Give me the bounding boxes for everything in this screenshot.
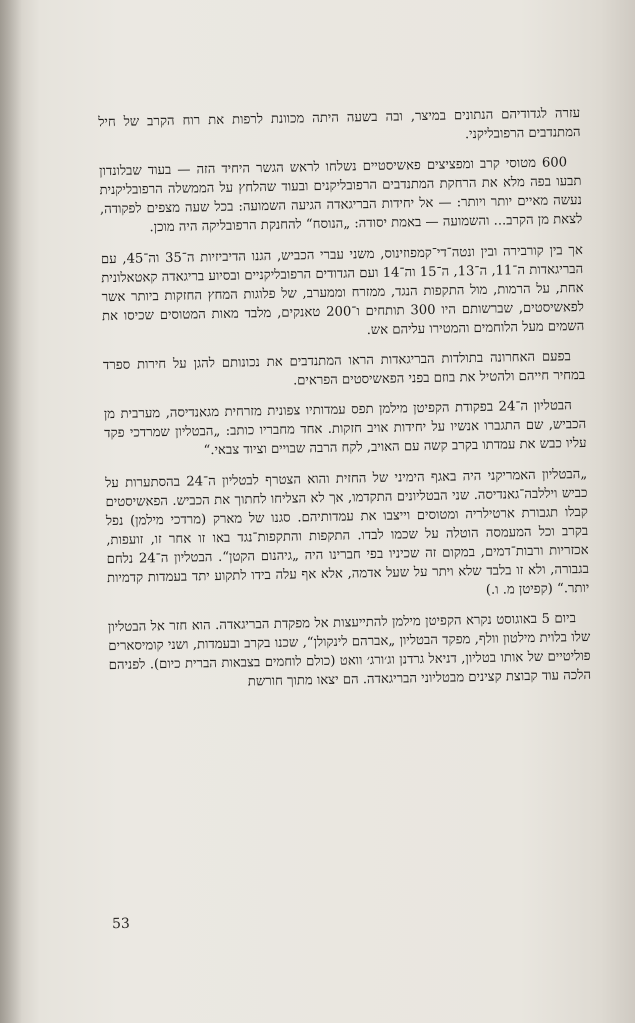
- paragraph: הבטליון ה־24 בפקודת הקפיטן מילמן תפס עמדותיו צפונית מזרחית מגאנדיסה, מערבית מן הכביש, שם התגברו אנשיו על יחידות אויב חזקות. אחד מחבריו כותב: „הבטליון שמרדכי פקד עליו כבש את עמדתו בקרב קשה עם האויב, לקח הרבה שבויים וציוד צבאי.“: [103, 398, 587, 459]
- paragraph: עזרה לגדודיהם הנתונים במיצר, ובה בשעה היתה מכוונת לרפות את רוח הקרב של חיל המתנדבים הרפובליקני.: [98, 105, 581, 143]
- paragraph: אך בין קורבירה ובין ונטה־די־קמפוזינוס, משני עברי הכביש, הגנו הדיביזיות ה־35 וה־45, עם הבריגאדות ה־11, ה־13, ה־15 וה־14 ועם הגדודים הרפובליקניים ובסיוע בריגאדה קאטאלונית אחת, על הרמות, מול התקפות הנגד, ממזרח וממערב, של פלוגות המחץ החזקות ביותר אשר לפאשיסטים, שברשותם היו 300 תותחים ו־200 טאנקים, מלבד מאות המטוסים שכיסו את השמים מעל הלוחמים והמטירו עליהם אש.: [100, 242, 585, 339]
- page-text: [98, 104, 591, 706]
- paragraph: בפעם האחרונה בתולדות הבריגאדות הראו המתנדבים את נכונותם להגן על חירות ספרד במחיר חייהם ולהטיל את בוזם בפני הפאשיסטים הפראים.: [102, 349, 586, 389]
- page-number: 53: [111, 915, 130, 933]
- paragraph: ביום 5 באוגוסט נקרא הקפיטן מילמן להתייעצות אל מפקדת הבריגאדה. הוא חזר אל הבטליון שלו בלוית מילטון וולף, מפקד הבטליון „אברהם לינקולן“, שכנו בקרב ובעמדות, ושני קומיסארים פוליטיים של אותו בטליון, דניאל גרדנן וג׳ורג׳ וואט (כולם לוחמים בצבאות הברית כיום). לפניהם הלכה עוד קבוצת קצינים מבטליוני הבריגאדה. הם יצאו מתוך חורשת: [107, 611, 592, 690]
- quote-paragraph: „הבטליון האמריקני היה באגף הימיני של החזית והוא הצטרף לבטליון ה־24 בהסתערות על כביש ויללבה־גאנדיסה. שני הבטליונים התקדמו, אך לא הצליחו לחתוך את הכביש. הפאשיסטים קבלו תגבורת ארטילריה ומטוסים וייצבו את עמדותיהם. סגנו של מארק (מרדכי מילמן) נפל בקרב וכל המעמסה הוטלה על שכמו לבדו. התקפות והתקפות־נגד באו זו אחר זו, זועפות, אכזריות ורבות־דמים, במקום זה שכיניו בפי חברינו היה „גיהנום הקטן“. הבטליון ה־24 נלחם בגבורה, ולא זו בלבד שלא ויתר על שעל אדמה, אלא אף עלה בידו לתקוע יתד בעמדות קדמיות יותר.“ (קפיטן מ. ו.): [105, 466, 590, 598]
- binding-shadow: [0, 0, 22, 1023]
- paragraph: 600 מטוסי קרב ומפציצים פאשיסטיים נשלחו לראש הגשר היחיד הזה — בעוד שבלונדון תבעו בפה מלא את הרחקת המתנדבים הרפובליקנים ובעוד שהלחץ על הממשלה הרפובליקנית נעשה מאיים יותר ויותר: — אל יחידות הבריגאדה הגיעה השמועה: בכל שעה מצפים לפקודה, לצאת מן הקרב... והשמועה — באמת יסודה: „הנוסח“ להחנקת הרפובליקה היה מוכן.: [99, 155, 583, 236]
